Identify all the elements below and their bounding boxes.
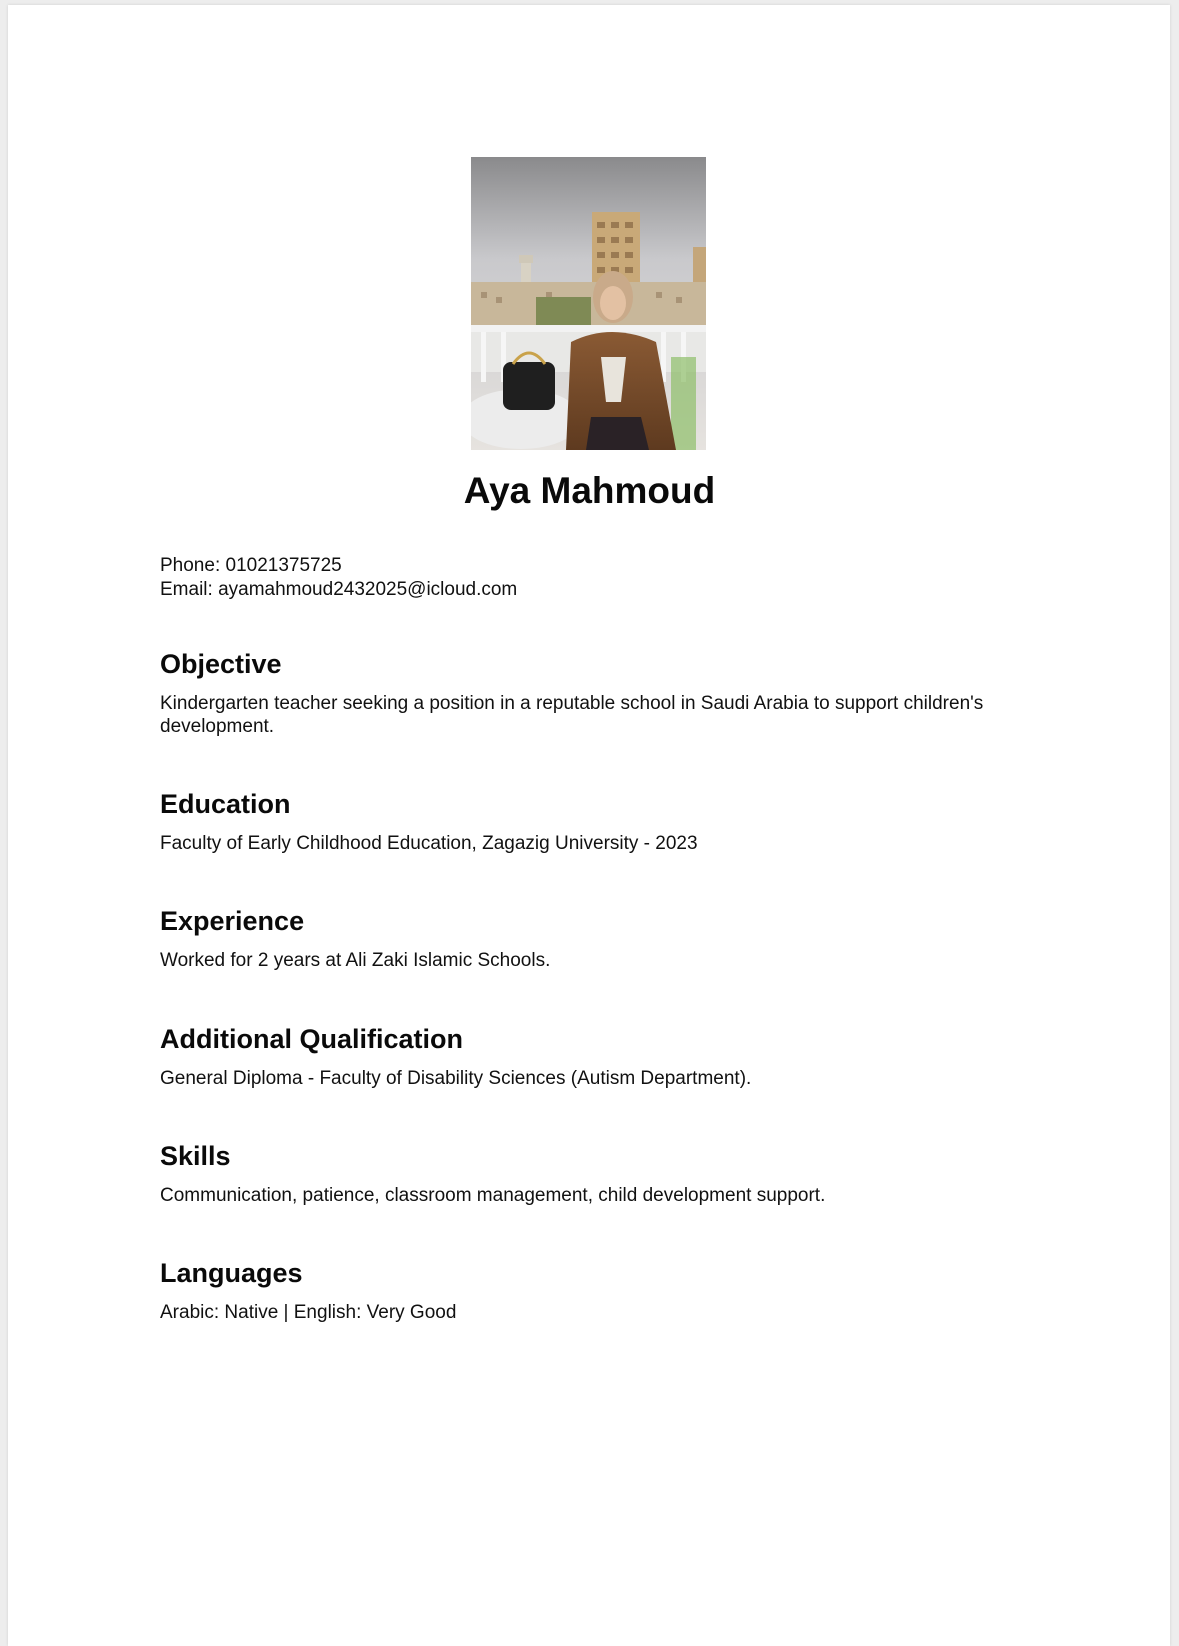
objective-section [160, 648, 1040, 738]
section-heading: Languages [160, 1258, 303, 1288]
section-text: Worked for 2 years at Ali Zaki Islamic Schools. [160, 950, 551, 971]
section-heading: Experience [160, 906, 305, 936]
qualification-section [160, 1023, 1040, 1090]
section-text: Arabic: Native | English: Very Good [160, 1302, 457, 1323]
languages-section [160, 1257, 1040, 1324]
section-text: General Diploma - Faculty of Disability Sciences (Autism Department). [160, 1068, 752, 1089]
section-text: Communication, patience, classroom management, child development support. [160, 1185, 826, 1206]
section-heading: Additional Qualification [160, 1024, 463, 1054]
skills-section [160, 1140, 1040, 1207]
contact-info [160, 554, 517, 602]
section-text: Faculty of Early Childhood Education, Zagazig University - 2023 [160, 833, 698, 854]
experience-section [160, 905, 1040, 972]
email-line: Email: ayamahmoud2432025@icloud.com [160, 579, 518, 600]
section-heading: Education [160, 789, 291, 819]
education-section [160, 788, 1040, 855]
section-heading: Objective [160, 649, 282, 679]
section-heading: Skills [160, 1141, 231, 1171]
candidate-name: Aya Mahmoud [463, 470, 716, 511]
phone-line: Phone: 01021375725 [160, 555, 342, 576]
profile-photo [471, 157, 706, 450]
section-text: Kindergarten teacher seeking a position in a reputable school in Saudi Arabia to support children's development. [160, 693, 984, 737]
